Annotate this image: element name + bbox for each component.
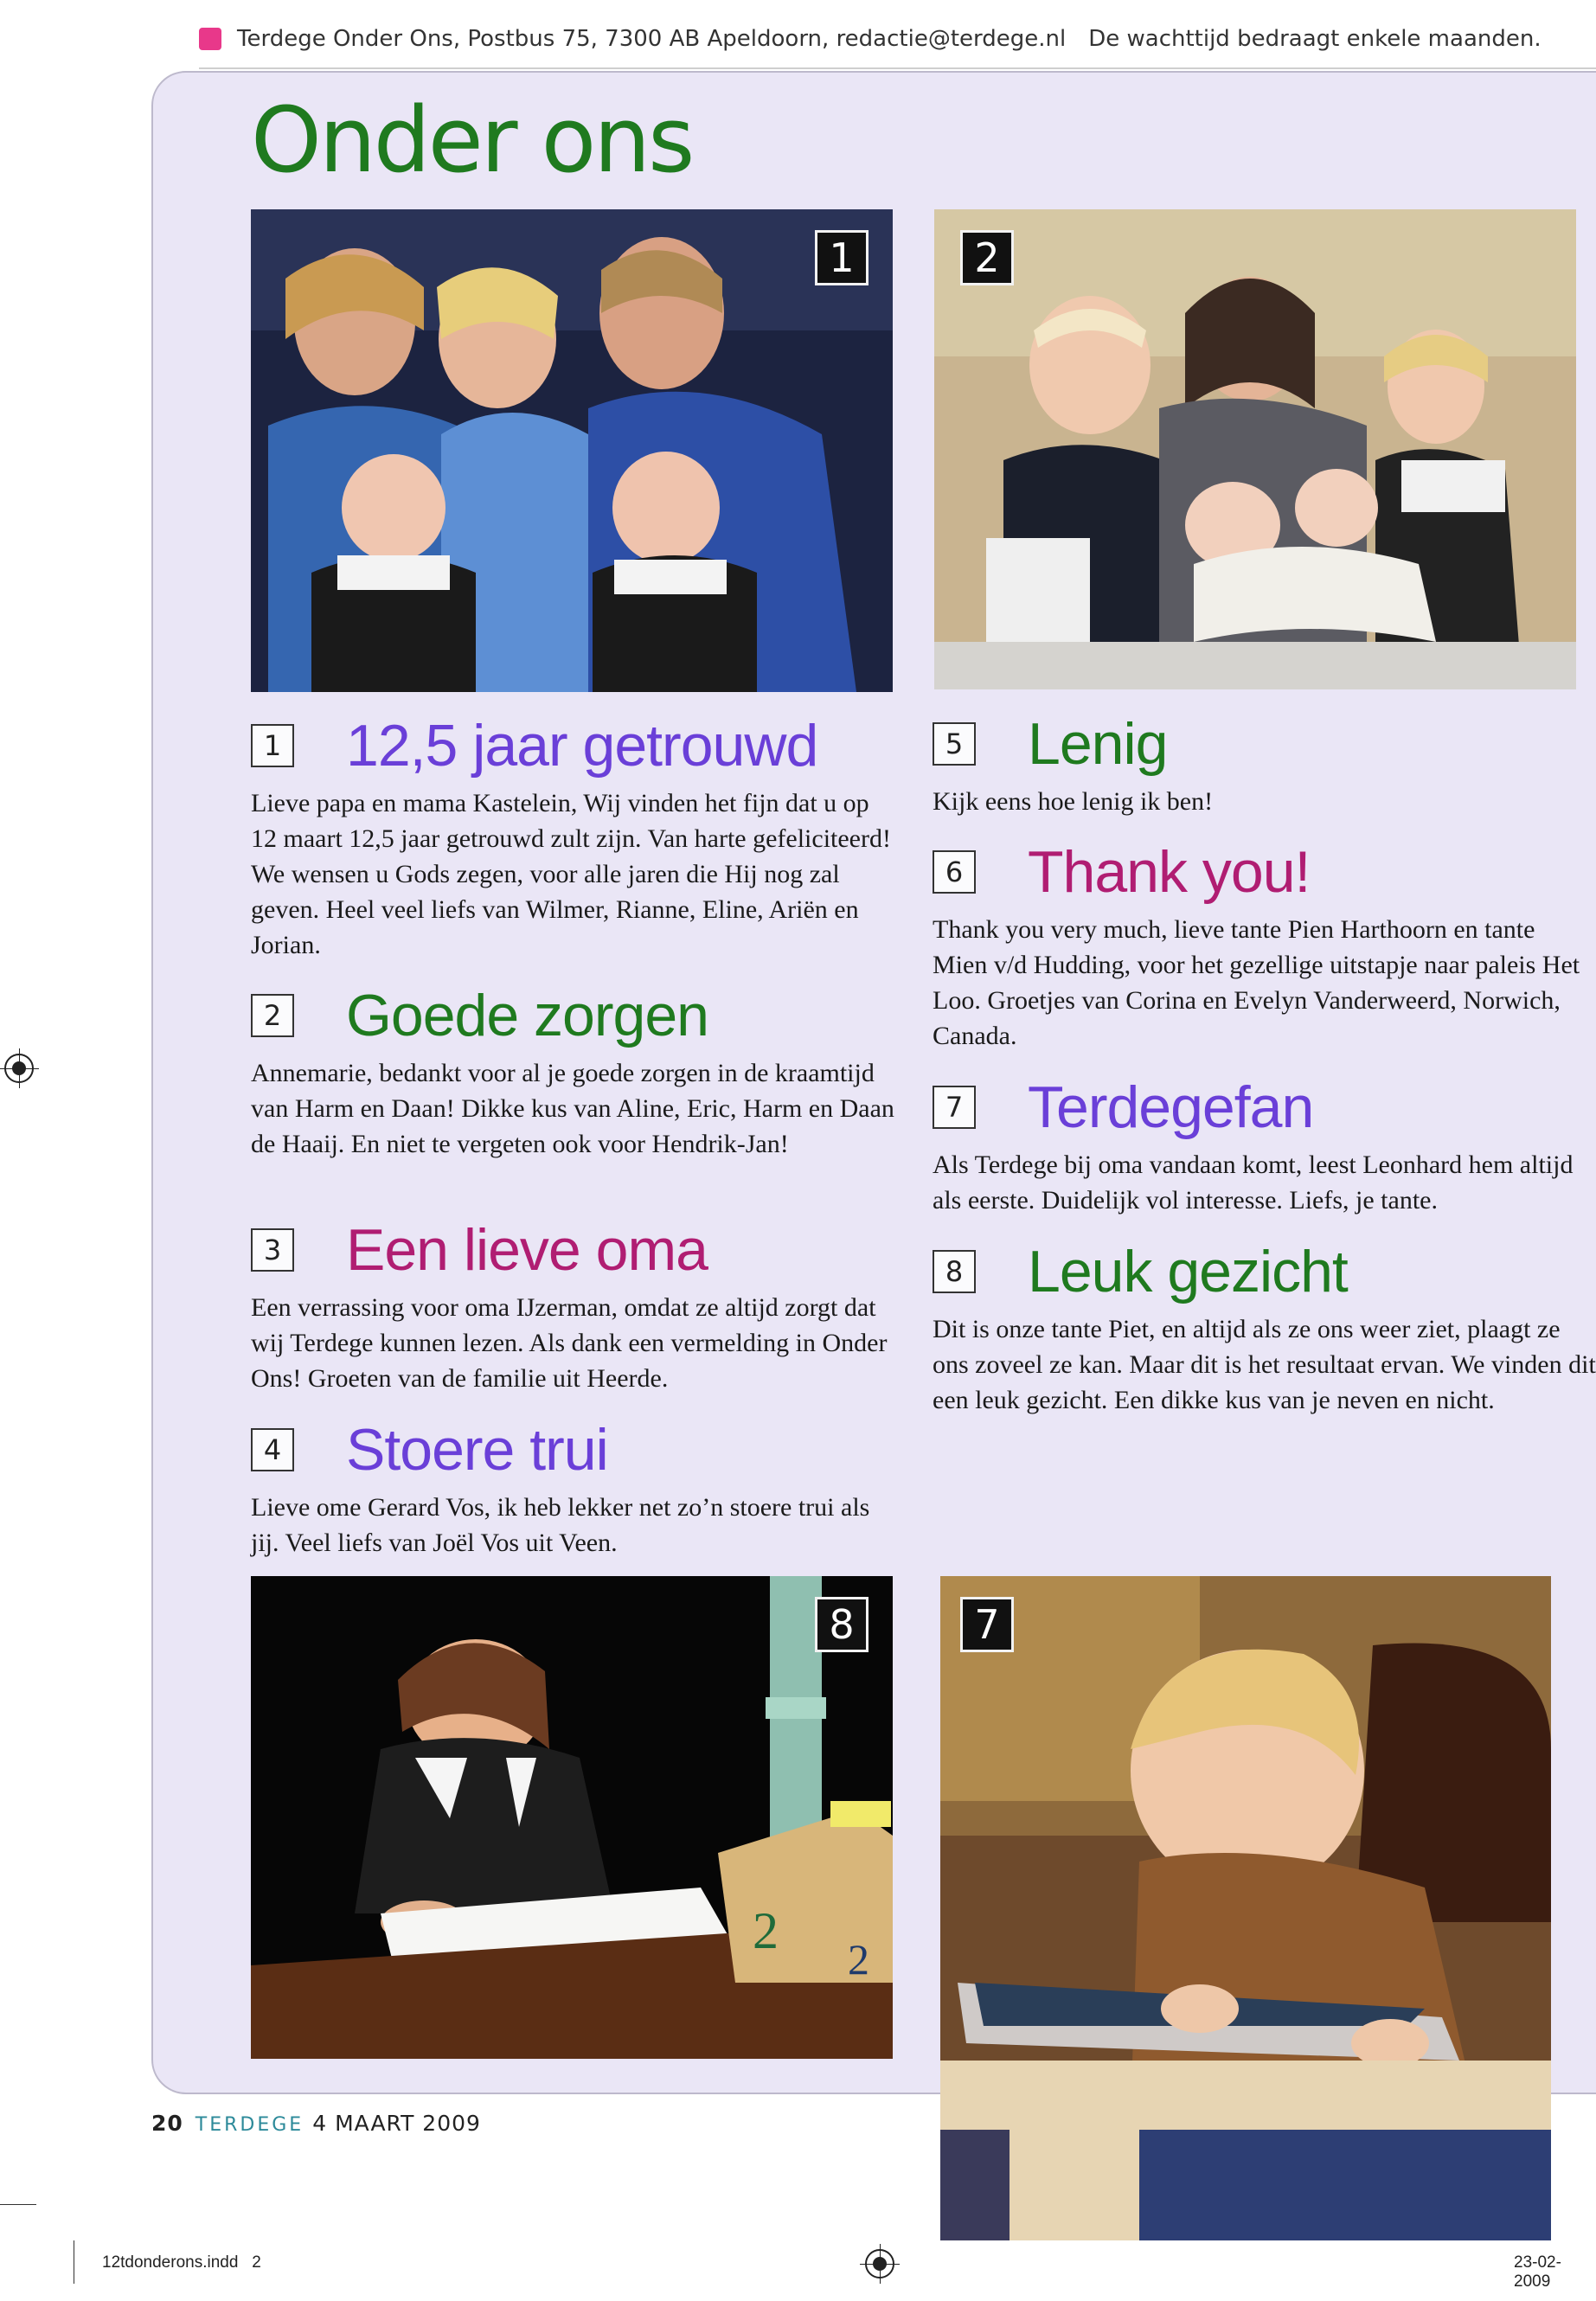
photo-badge: 8: [815, 1597, 869, 1652]
entry-1: [251, 711, 895, 963]
photo-8: [251, 1576, 893, 2059]
photo-badge: 7: [960, 1597, 1014, 1652]
entry-body: Annemarie, bedankt voor al je goede zorgen in de kraamtijd van Harm en Daan! Dikke kus van Aline, Eric, Harm en Daan de Haaij. En niet te vergeten ook voor Hendrik-Jan!: [251, 1059, 894, 1158]
page-footer: [151, 2111, 481, 2136]
entry-number: 3: [251, 1228, 294, 1272]
page-number: 20: [151, 2111, 183, 2136]
entry-title: Thank you!: [1028, 839, 1311, 905]
photo-mother-babies-icon: [934, 209, 1576, 689]
entry-body: Als Terdege bij oma vandaan komt, leest Leonhard hem altijd als eerste. Duidelijk vol interesse. Liefs, je tante.: [933, 1150, 1574, 1215]
entry-number: 2: [251, 994, 294, 1037]
entry-8: [933, 1237, 1596, 1418]
svg-text:2: 2: [753, 1902, 779, 1959]
entry-title: Lenig: [1028, 711, 1168, 777]
entry-body: Kijk eens hoe lenig ik ben!: [933, 787, 1214, 816]
entry-title: Terdegefan: [1028, 1074, 1314, 1140]
entry-number: 4: [251, 1428, 294, 1471]
photo-7: [940, 1576, 1551, 2240]
entry-title: Een lieve oma: [346, 1217, 708, 1283]
svg-text:2: 2: [848, 1935, 869, 1984]
entry-body: Lieve ome Gerard Vos, ik heb lekker net zo’n stoere trui als jij. Veel liefs van Joël Vos uit Veen.: [251, 1493, 870, 1557]
registration-mark-icon: [4, 1054, 34, 1083]
entry-number: 7: [933, 1086, 976, 1129]
photo-children-family-icon: [251, 209, 893, 692]
entry-title: Leuk gezicht: [1028, 1239, 1348, 1304]
crop-mark: [0, 2204, 36, 2205]
photo-2: [934, 209, 1576, 689]
page-title: Onder ons: [251, 87, 693, 193]
entry-body: Een verrassing voor oma IJzerman, omdat ze altijd zorgt dat wij Terdege kunnen lezen. Als dank een vermelding in Onder Ons! Groeten van de familie uit Heerde.: [251, 1293, 888, 1393]
entry-4: [251, 1415, 895, 1561]
entry-number: 5: [933, 722, 976, 766]
entry-title: Stoere trui: [346, 1417, 608, 1483]
header-address: Terdege Onder Ons, Postbus 75, 7300 AB Apeldoorn, redactie@terdege.nl: [237, 26, 1067, 52]
entry-7: [933, 1073, 1596, 1218]
entry-3: [251, 1215, 895, 1396]
photo-badge: 1: [815, 230, 869, 285]
entry-5: [933, 709, 1596, 819]
entry-number: 1: [251, 724, 294, 767]
square-bullet-icon: [199, 28, 221, 50]
header-line: [199, 17, 1542, 61]
entry-title: 12,5 jaar getrouwd: [346, 713, 818, 779]
photo-boy-reading-icon: [940, 1576, 1551, 2240]
header-rule: [199, 67, 1596, 69]
entry-body: Dit is onze tante Piet, en altijd als ze ons weer ziet, plaagt ze ons zoveel ze kan. Maar dit is het resultaat ervan. We vinden dit een leuk gezicht. Een dikke kus van je neven en nicht.: [933, 1315, 1596, 1414]
entry-2: [251, 981, 895, 1162]
header-note: De wachttijd bedraagt enkele maanden.: [1088, 26, 1542, 52]
entry-title: Goede zorgen: [346, 983, 708, 1048]
footer-date: 4 MAART 2009: [312, 2111, 481, 2136]
photo-badge: 2: [960, 230, 1014, 285]
slug-filename: 12tdonderons.indd 2: [102, 2253, 261, 2272]
entry-body: Thank you very much, lieve tante Pien Harthoorn en tante Mien v/d Hudding, voor het gezellige uitstapje naar paleis Het Loo. Groetjes van Corina en Evelyn Vanderweerd, Norwich, Canada.: [933, 915, 1580, 1050]
photo-1: [251, 209, 893, 692]
entry-number: 8: [933, 1250, 976, 1293]
registration-mark-icon: [865, 2249, 894, 2279]
slug-date: 23-02-2009: [1514, 2253, 1561, 2291]
entry-6: [933, 837, 1596, 1054]
entry-body: Lieve papa en mama Kastelein, Wij vinden het fijn dat u op 12 maart 12,5 jaar getrouwd zult zijn. Van harte gefeliciteerd! We wensen u Gods zegen, voor alle jaren die Hij nog zal geven. Heel veel liefs van Wilmer, Rianne, Eline, Ariën en Jorian.: [251, 789, 891, 959]
entry-number: 6: [933, 850, 976, 894]
footer-brand: TERDEGE: [195, 2114, 304, 2136]
photo-aunt-drawing-icon: [251, 1576, 893, 2059]
